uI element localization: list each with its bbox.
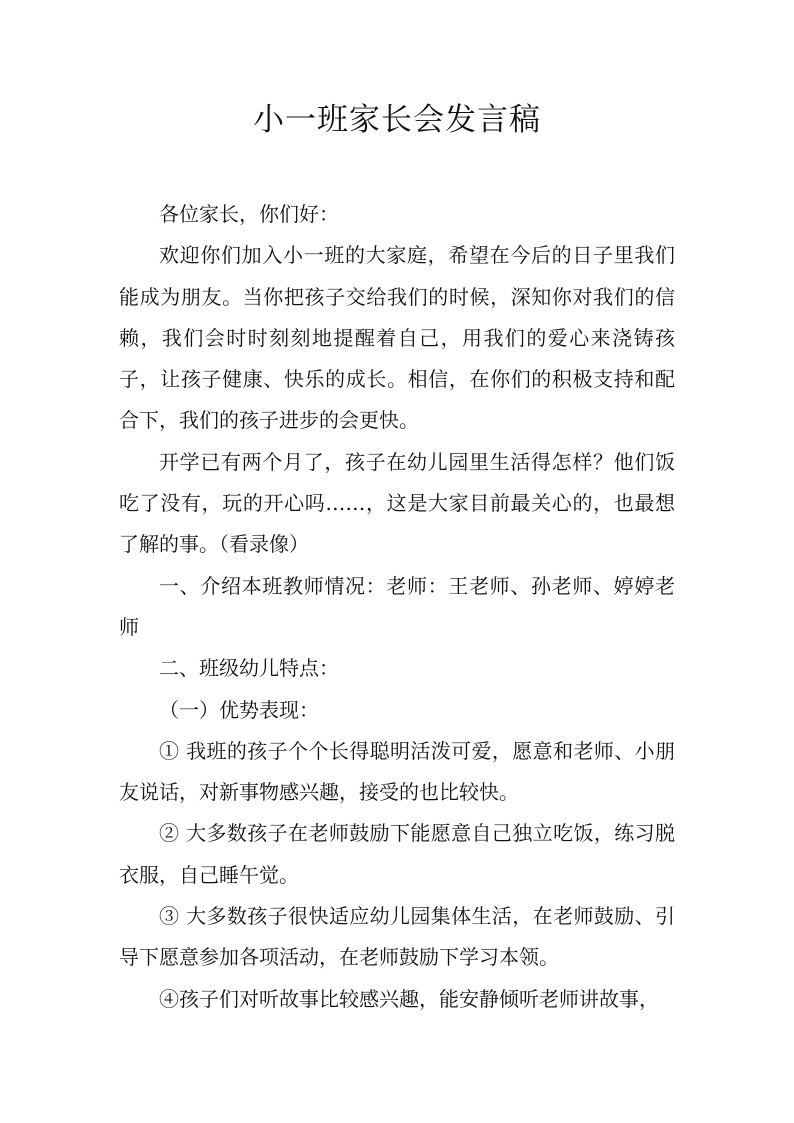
paragraph-welcome: 欢迎你们加入小一班的大家庭，希望在今后的日子里我们能成为朋友。当你把孩子交给我们的时候，深知你对我们的信赖，我们会时时刻刻地提醒着自己，用我们的爱心来浇铸孩子，让孩子健康、快乐的成长。相信，在你们的积极支持和配合下，我们的孩子进步的会更快。 [119, 243, 675, 433]
paragraph-strength-4: ④孩子们对听故事比较感兴趣，能安静倾听老师讲故事， [159, 986, 659, 1011]
paragraph-strengths-heading: （一）优势表现： [159, 697, 319, 722]
paragraph-strength-3: ③ 大多数孩子很快适应幼儿园集体生活，在老师鼓励、引导下愿意参加各项活动，在老师鼓励下学习本领。 [119, 904, 675, 970]
document-title: 小一班家长会发言稿 [253, 102, 541, 138]
paragraph-strength-1: ① 我班的孩子个个长得聪明活泼可爱，愿意和老师、小朋友说话，对新事物感兴趣，接受的也比较快。 [119, 738, 675, 805]
paragraph-strength-2: ② 大多数孩子在老师鼓励下能愿意自己独立吃饭，练习脱衣服，自己睡午觉。 [119, 821, 675, 887]
document-body [119, 194, 675, 1020]
paragraph-semester: 开学已有两个月了，孩子在幼儿园里生活得怎样？他们饭吃了没有，玩的开心吗……，这是大家目前最关心的，也最想了解的事。（看录像） [119, 449, 675, 557]
paragraph-teachers: 一、介绍本班教师情况：老师：王老师、孙老师、婷婷老师 [119, 573, 675, 639]
paragraph-greeting: 各位家长，你们好： [159, 202, 339, 226]
paragraph-class-traits-heading: 二、班级幼儿特点： [159, 656, 339, 681]
